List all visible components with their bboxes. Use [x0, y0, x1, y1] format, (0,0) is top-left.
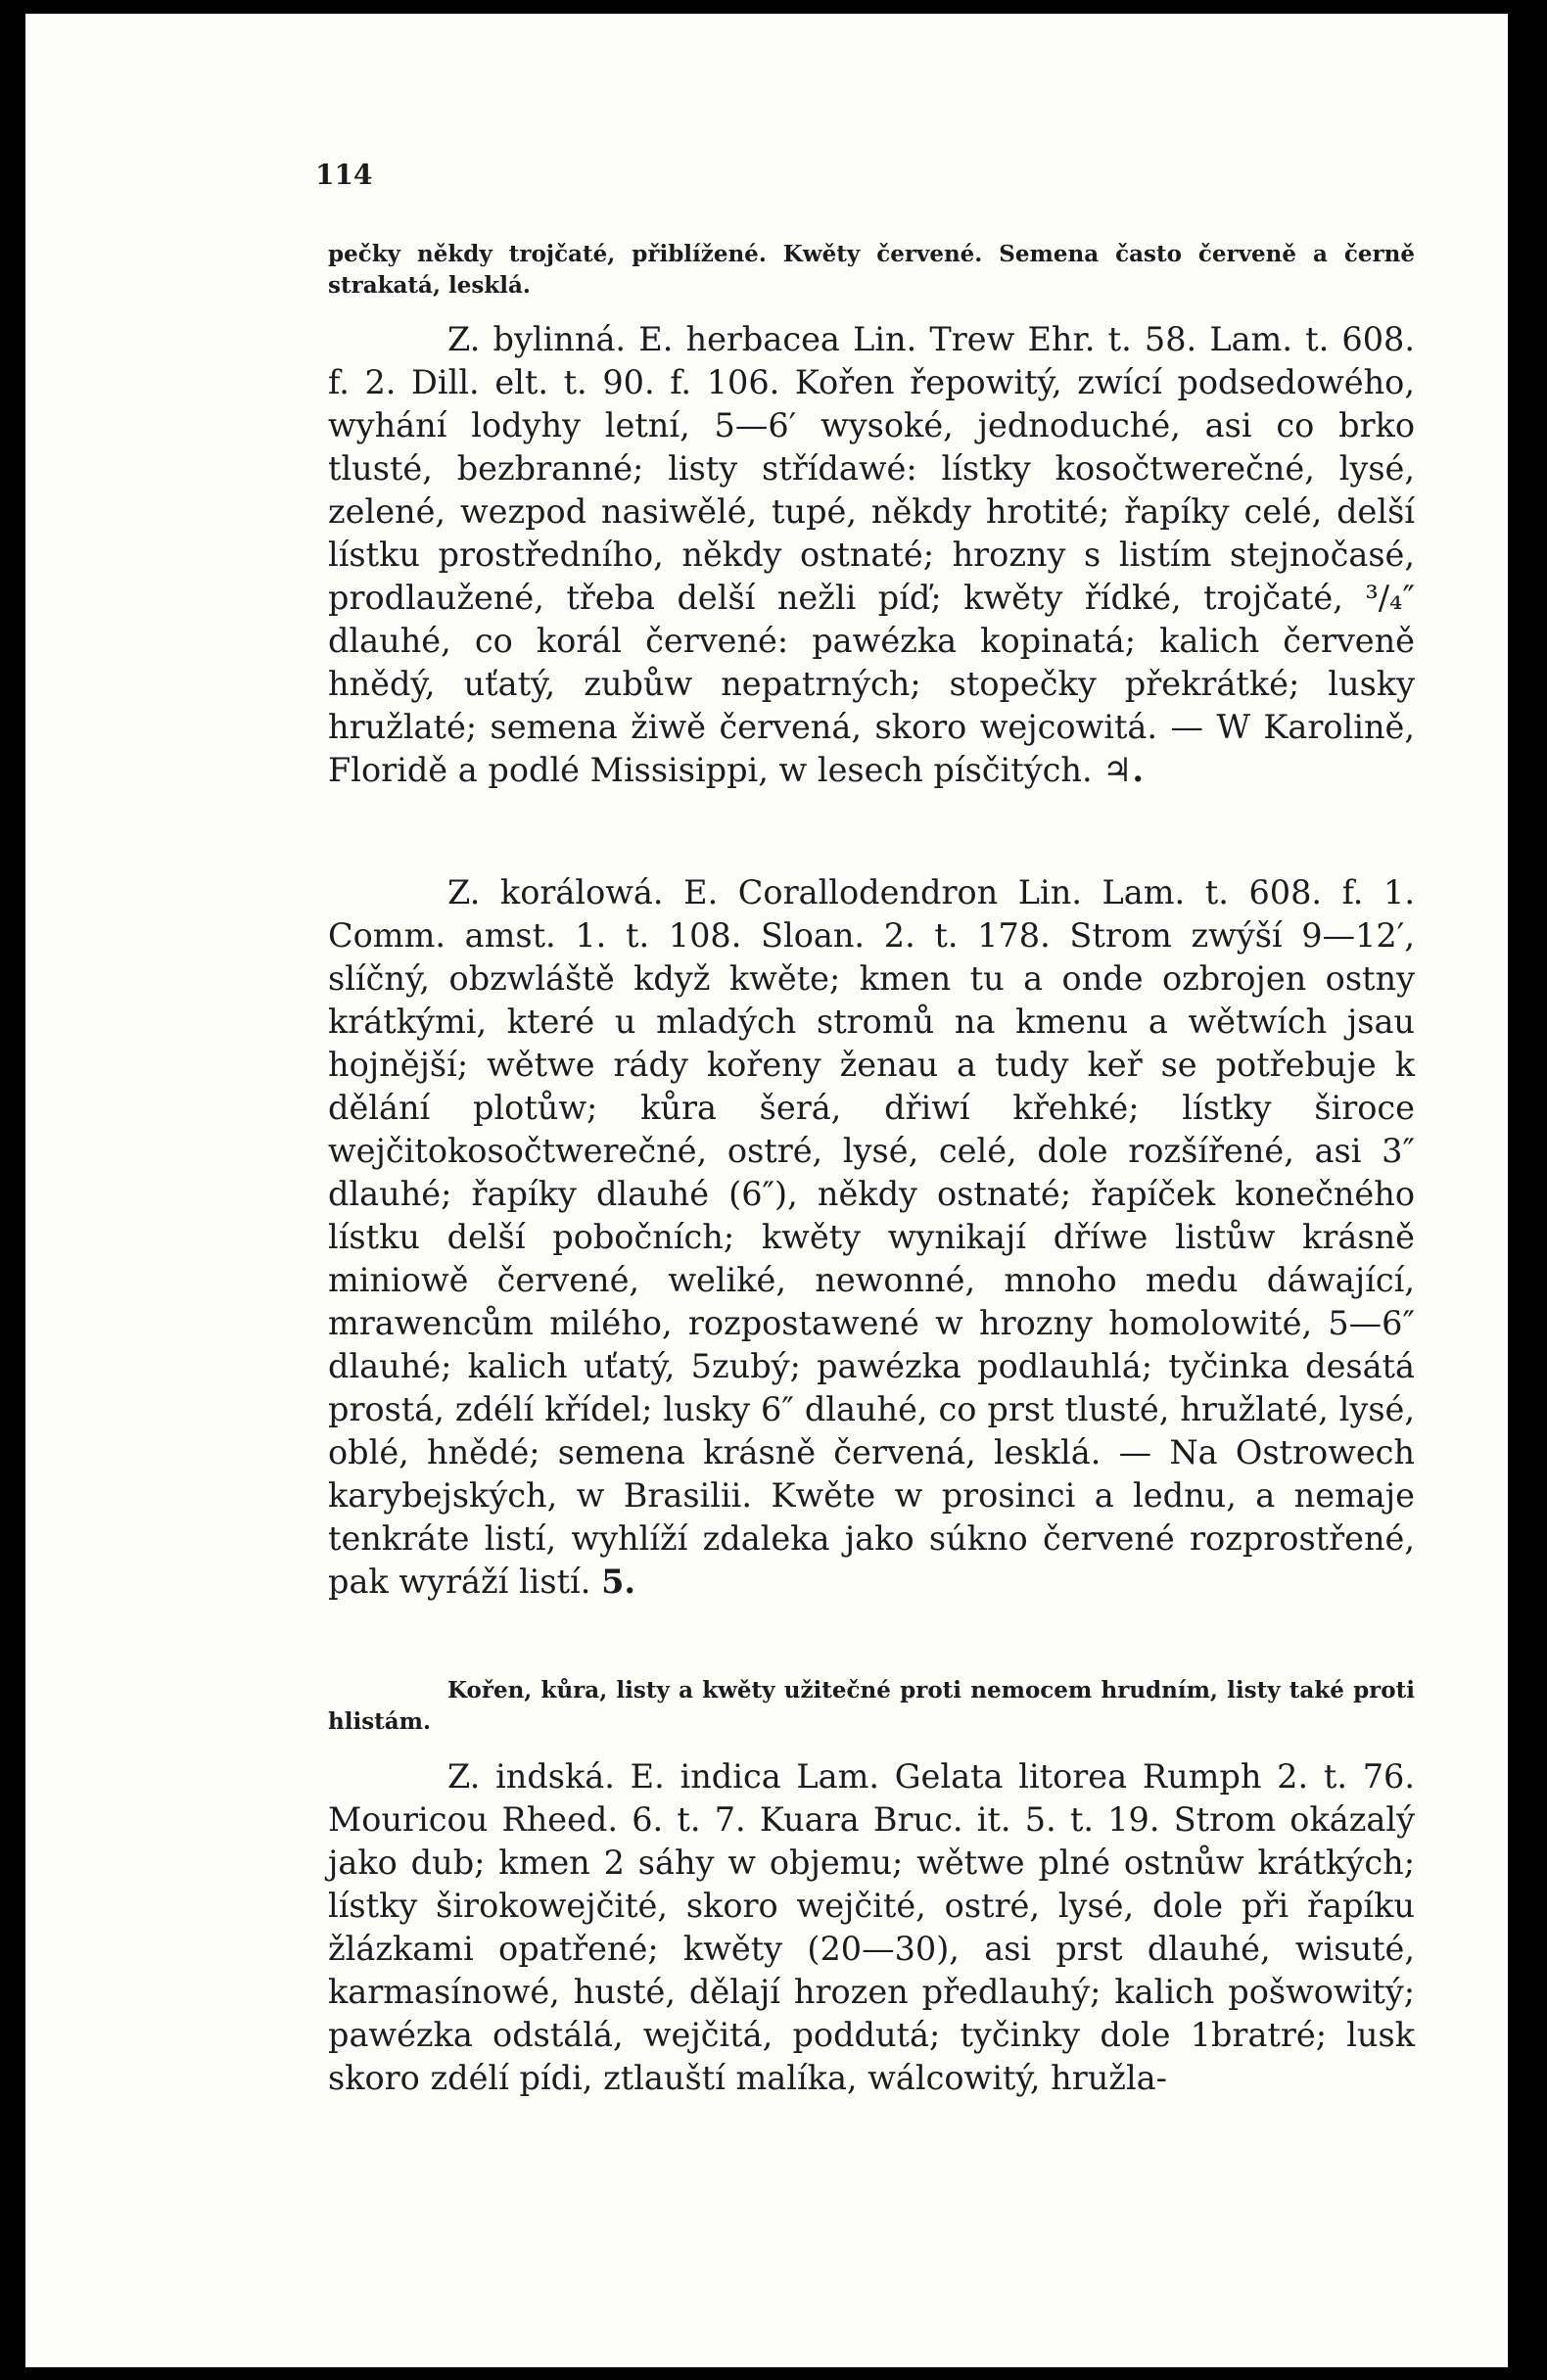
species-indska-paragraph [328, 1755, 1415, 2100]
book-page [25, 14, 1508, 2367]
species-koralowa-text: Z. korálowá. E. Corallodendron Lin. Lam. t. 608. f. 1. Comm. amst. 1. t. 108. Sloan. 2. t. 178. Strom zwýší 9—12′, slíčný, obzwláště když kwěte; kmen tu a onde ozbrojen ostny krátkými, které u mladých stromů na kmenu a wětwích jsau hojnější; wětwe rády kořeny ženau a tudy keř se potřebuje k dělání plotůw; kůra šerá, dřiwí křehké; lístky široce wejčitokosočtwerečné, ostré, lysé, celé, dole rozšířené, asi 3″ dlauhé; řapíky dlauhé (6″), někdy ostnaté; řapíček konečného lístku delší pobočních; kwěty wynikají dříwe listůw krásně miniowě červené, weliké, newonné, mnoho medu dáwající, mrawencům milého, rozpostawené w hrozny homolowité, 5—6″ dlauhé; kalich uťatý, 5zubý; pawézka podlauhlá; tyčinka desátá prostá, zdélí křídel; lusky 6″ dlauhé, co prst tlusté, hružlaté, lysé, oblé, hnědé; semena krásně červená, lesklá. — Na Ostrowech karybejských, w Brasilii. Kwěte w prosinci a lednu, a nemaje tenkráte listí, wyhlíží zdaleka jako súkno červené rozprostřené, pak wyráží listí. [328, 873, 1415, 1601]
tree-symbol: 5. [601, 1563, 636, 1601]
intro-paragraph [328, 239, 1415, 302]
species-bylinna-paragraph [328, 318, 1415, 792]
species-indska-text: Z. indská. E. indica Lam. Gelata litorea Rumph 2. t. 76. Mouricou Rheed. 6. t. 7. Kuara Bruc. it. 5. t. 19. Strom okázalý jako dub; kmen 2 sáhy w objemu; wětwe plné ostnůw krátkých; lístky širokowejčité, skoro wejčité, ostré, lysé, dole při řapíku žlázkami opatřené; kwěty (20—30), asi prst dlauhé, wisuté, karmasínowé, husté, dělají hrozen předlauhý; kalich pošwowitý; pawézka odstálá, wejčitá, poddutá; tyčinky dole 1bratré; lusk skoro zdélí pídi, ztlauští malíka, wálcowitý, hružla- [328, 1757, 1415, 2097]
use-note-text: Kořen, kůra, listy a kwěty užitečné proti nemocem hrudním, listy také proti hlistám. [328, 1677, 1415, 1735]
page-number: 114 [315, 159, 373, 191]
species-bylinna-text: Z. bylinná. E. herbacea Lin. Trew Ehr. t. 58. Lam. t. 608. f. 2. Dill. elt. t. 90. f. 106. Kořen řepowitý, zwící podsedowého, wyhání lodyhy letní, 5—6′ wysoké, jednoduché, asi co brko tlusté, bezbranné; listy střídawé: lístky kosočtwerečné, lysé, zelené, wezpod nasiwělé, tupé, někdy hrotité; řapíky celé, delší lístku prostředního, někdy ostnaté; hrozny s listím stejnočasé, prodlaužené, třeba delší nežli píď; kwěty řídké, trojčaté, ³/₄″ dlauhé, co korál červené: pawézka kopinatá; kalich červeně hnědý, uťatý, zubůw nepatrných; stopečky překrátké; lusky hružlaté; semena žiwě červená, skoro wejcowitá. — W Karolině, Floridě a podlé Missisippi, w lesech písčitých. [328, 320, 1415, 789]
species-koralowa-paragraph [328, 871, 1415, 1604]
intro-text: pečky někdy trojčaté, přiblížené. Kwěty červené. Semena často červeně a černě strakatá, lesklá. [328, 241, 1415, 299]
perennial-symbol: ♃. [1102, 751, 1144, 789]
use-note-paragraph [328, 1675, 1415, 1738]
